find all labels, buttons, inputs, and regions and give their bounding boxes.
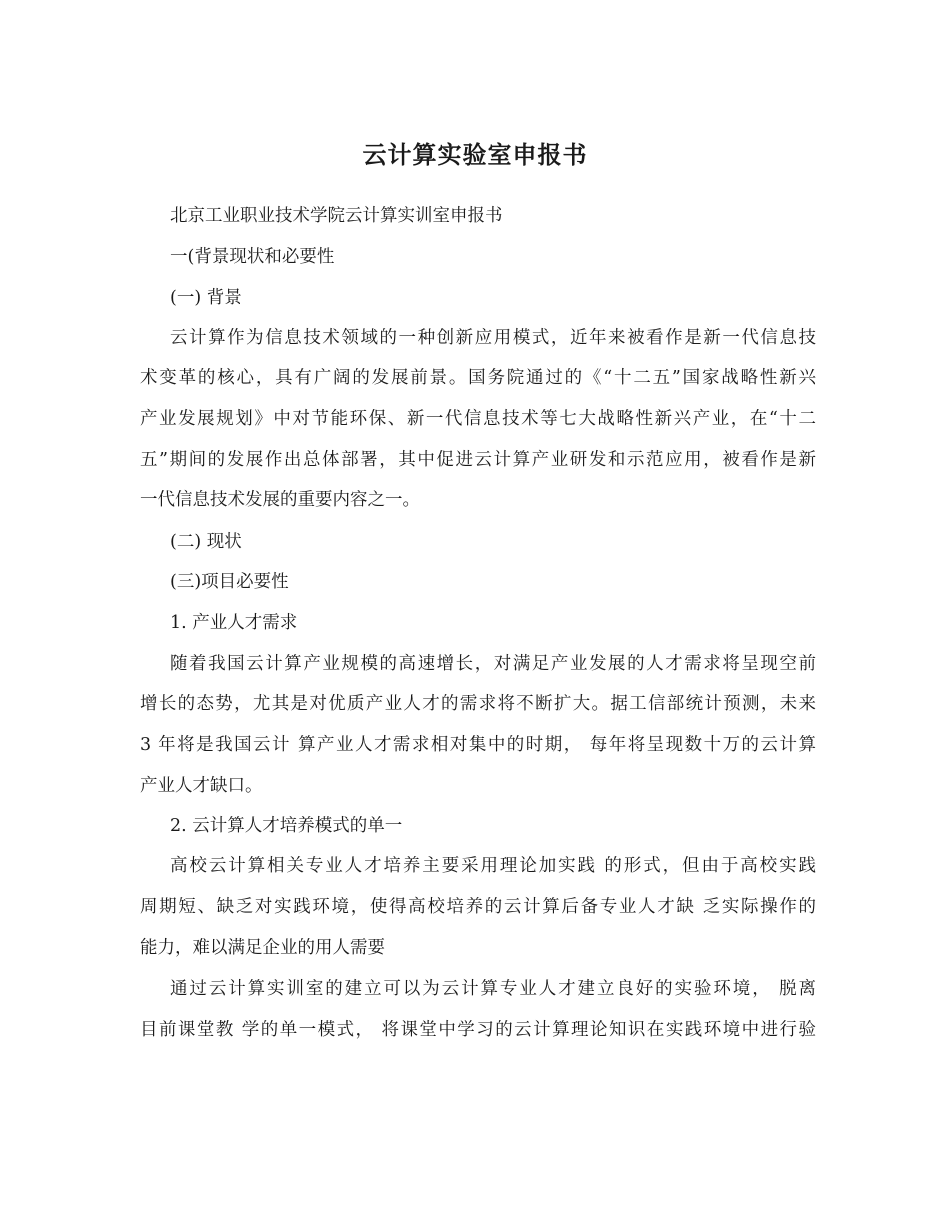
paragraph-line: 增长的态势，尤其是对优质产业人才的需求将不断扩大。据工信部统计预测，未来 — [140, 694, 816, 714]
subsection-heading-necessity: (三)项目必要性 — [170, 572, 289, 592]
section-heading: 一(背景现状和必要性 — [170, 247, 335, 267]
document-title: 云计算实验室申报书 — [362, 140, 588, 169]
item-heading-training-mode: 2. 云计算人才培养模式的单一 — [170, 816, 403, 836]
paragraph-line: 高校云计算相关专业人才培养主要采用理论加实践 的形式，但由于高校实践 — [170, 856, 816, 876]
subsection-heading-status: (二) 现状 — [170, 532, 242, 552]
paragraph-line: 一代信息技术发展的重要内容之一。 — [140, 490, 420, 510]
paragraph-line: 随着我国云计算产业规模的高速增长，对满足产业发展的人才需求将呈现空前 — [170, 654, 816, 674]
subsection-heading-background: (一) 背景 — [170, 288, 242, 308]
paragraph-line: 产业人才缺口。 — [140, 776, 263, 796]
paragraph-line: 目前课堂教 学的单一模式， 将课堂中学习的云计算理论知识在实践环境中进行验 — [140, 1020, 816, 1040]
paragraph-line: 周期短、缺乏对实践环境，使得高校培养的云计算后备专业人才缺 乏实际操作的 — [140, 897, 816, 917]
document-subtitle: 北京工业职业技术学院云计算实训室申报书 — [170, 206, 503, 226]
paragraph-line: 通过云计算实训室的建立可以为云计算专业人才建立良好的实验环境， 脱离 — [170, 979, 816, 999]
paragraph-line: 云计算作为信息技术领域的一种创新应用模式，近年来被看作是新一代信息技 — [170, 328, 816, 348]
paragraph-line: 能力，难以满足企业的用人需要 — [140, 938, 385, 958]
paragraph-line: 术变革的核心，具有广阔的发展前景。国务院通过的《“十二五”国家战略性新兴 — [140, 368, 816, 388]
paragraph-line: 五”期间的发展作出总体部署，其中促进云计算产业研发和示范应用，被看作是新 — [140, 450, 816, 470]
paragraph-line: 3 年将是我国云计 算产业人才需求相对集中的时期， 每年将呈现数十万的云计算 — [140, 735, 816, 755]
paragraph-line: 产业发展规划》中对节能环保、新一代信息技术等七大战略性新兴产业，在“十二 — [140, 409, 816, 429]
item-heading-talent-demand: 1. 产业人才需求 — [170, 613, 298, 633]
